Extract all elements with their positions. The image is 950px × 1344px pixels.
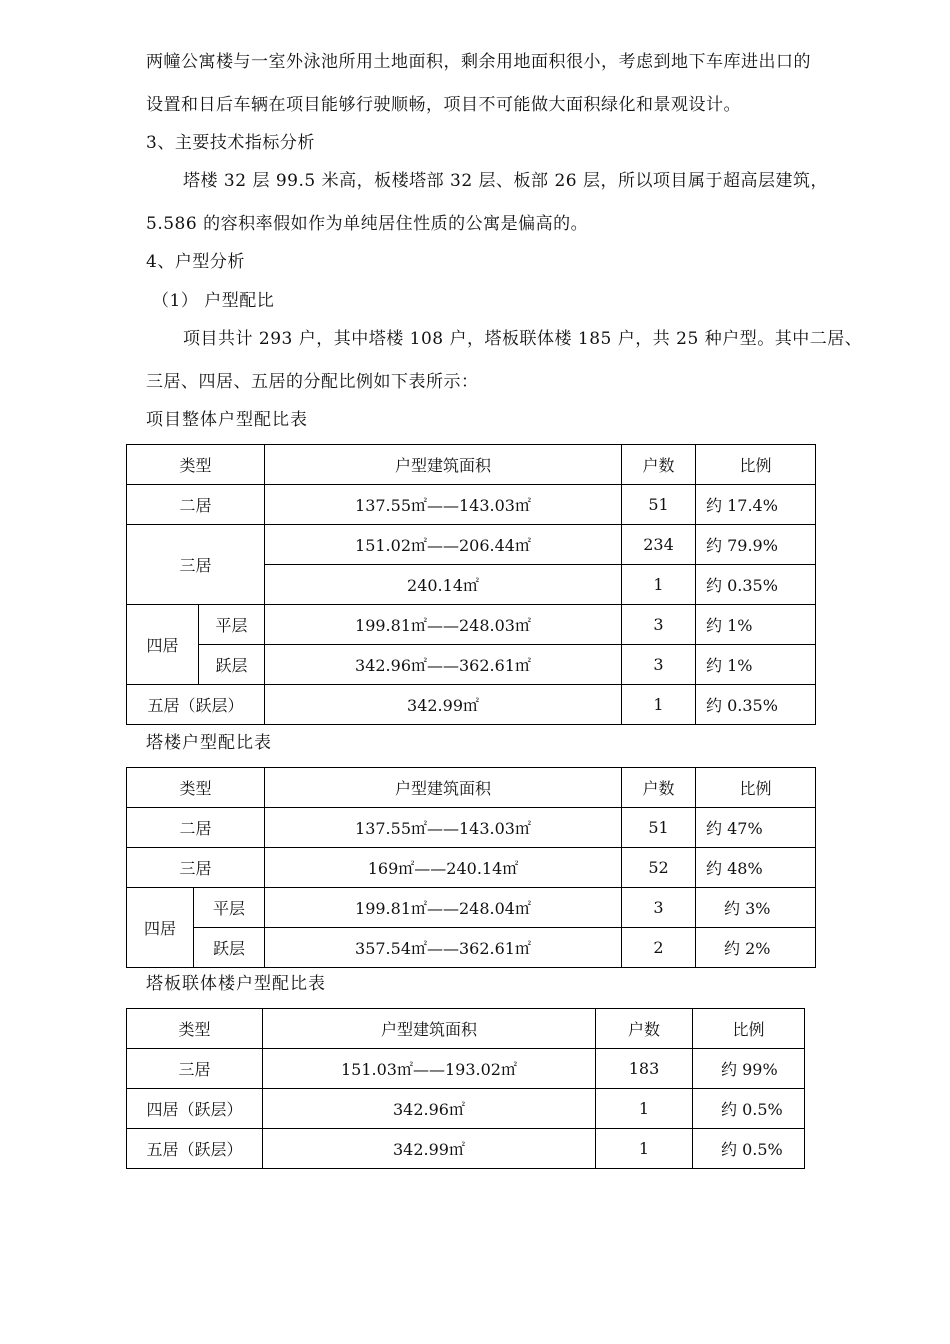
- cell-count: 3: [622, 645, 696, 685]
- header-area: 户型建筑面积: [263, 1009, 596, 1049]
- cell-type: 三居: [127, 525, 265, 605]
- section-heading: 3、主要技术指标分析: [146, 133, 315, 153]
- cell-type: 三居: [127, 848, 265, 888]
- cell-type: 三居: [127, 1049, 263, 1089]
- cell-area: 199.81㎡——248.03㎡: [265, 605, 622, 645]
- subsection-heading: （1） 户型配比: [152, 291, 275, 311]
- paragraph-line: 设置和日后车辆在项目能够行驶顺畅，项目不可能做大面积绿化和景观设计。: [146, 95, 741, 115]
- cell-area: 240.14㎡: [265, 565, 622, 605]
- tower-unit-mix-table: [126, 767, 816, 968]
- header-ratio: 比例: [696, 768, 816, 808]
- table-row: [127, 848, 816, 888]
- cell-area: 137.55㎡——143.03㎡: [265, 485, 622, 525]
- table-row: [127, 1049, 805, 1089]
- paragraph-line: 5.586 的容积率假如作为单纯居住性质的公寓是偏高的。: [146, 214, 589, 234]
- cell-ratio: 约 99%: [693, 1049, 805, 1089]
- cell-area: 199.81㎡——248.04㎡: [265, 888, 622, 928]
- cell-count: 2: [622, 928, 696, 968]
- header-count: 户数: [622, 445, 696, 485]
- table-row: [127, 605, 816, 645]
- cell-ratio: 约 48%: [696, 848, 816, 888]
- overall-unit-mix-table: [126, 444, 816, 725]
- cell-area: 342.99㎡: [265, 685, 622, 725]
- table-row: [127, 525, 816, 565]
- cell-area: 342.96㎡——362.61㎡: [265, 645, 622, 685]
- section-heading: 4、户型分析: [146, 252, 245, 272]
- cell-area: 342.99㎡: [263, 1129, 596, 1169]
- paragraph-line: 塔楼 32 层 99.5 米高，板楼塔部 32 层、板部 26 层，所以项目属于超高层建筑，: [183, 171, 828, 191]
- paragraph-line: 项目共计 293 户，其中塔楼 108 户，塔板联体楼 185 户，共 25 种户型。其中二居、: [183, 329, 863, 349]
- table-row: [127, 1129, 805, 1169]
- header-ratio: 比例: [693, 1009, 805, 1049]
- table-caption: 项目整体户型配比表: [146, 410, 308, 430]
- cell-area: 357.54㎡——362.61㎡: [265, 928, 622, 968]
- cell-area: 169㎡——240.14㎡: [265, 848, 622, 888]
- cell-ratio: 约 2%: [696, 928, 816, 968]
- cell-count: 1: [622, 565, 696, 605]
- table-caption: 塔楼户型配比表: [146, 733, 272, 753]
- cell-area: 137.55㎡——143.03㎡: [265, 808, 622, 848]
- table-row: [127, 645, 816, 685]
- cell-ratio: 约 1%: [696, 645, 816, 685]
- cell-count: 51: [622, 808, 696, 848]
- tower-slab-unit-mix-table: [126, 1008, 805, 1169]
- header-count: 户数: [596, 1009, 693, 1049]
- cell-count: 183: [596, 1049, 693, 1089]
- table-header-row: [127, 768, 816, 808]
- cell-type: 四居: [127, 605, 199, 685]
- cell-ratio: 约 0.35%: [696, 565, 816, 605]
- cell-type: 二居: [127, 485, 265, 525]
- table-caption: 塔板联体楼户型配比表: [146, 974, 326, 994]
- cell-count: 234: [622, 525, 696, 565]
- header-ratio: 比例: [696, 445, 816, 485]
- header-type: 类型: [127, 768, 265, 808]
- header-area: 户型建筑面积: [265, 768, 622, 808]
- cell-subtype: 跃层: [199, 645, 265, 685]
- cell-type: 五居（跃层）: [127, 1129, 263, 1169]
- table-row: [127, 685, 816, 725]
- cell-count: 1: [596, 1089, 693, 1129]
- paragraph-line: 三居、四居、五居的分配比例如下表所示：: [146, 372, 479, 392]
- cell-count: 51: [622, 485, 696, 525]
- table-row: [127, 888, 816, 928]
- table-row: [127, 1089, 805, 1129]
- cell-subtype: 跃层: [194, 928, 265, 968]
- cell-type: 四居（跃层）: [127, 1089, 263, 1129]
- paragraph-line: 两幢公寓楼与一室外泳池所用土地面积，剩余用地面积很小，考虑到地下车库进出口的: [146, 52, 811, 72]
- cell-type: 五居（跃层）: [127, 685, 265, 725]
- cell-type: 二居: [127, 808, 265, 848]
- cell-ratio: 约 47%: [696, 808, 816, 848]
- cell-count: 3: [622, 605, 696, 645]
- cell-ratio: 约 0.5%: [693, 1129, 805, 1169]
- table-header-row: [127, 1009, 805, 1049]
- header-type: 类型: [127, 1009, 263, 1049]
- header-type: 类型: [127, 445, 265, 485]
- table-header-row: [127, 445, 816, 485]
- cell-count: 1: [596, 1129, 693, 1169]
- header-area: 户型建筑面积: [265, 445, 622, 485]
- cell-ratio: 约 0.35%: [696, 685, 816, 725]
- table-row: [127, 928, 816, 968]
- cell-ratio: 约 79.9%: [696, 525, 816, 565]
- cell-area: 151.03㎡——193.02㎡: [263, 1049, 596, 1089]
- cell-count: 3: [622, 888, 696, 928]
- cell-subtype: 平层: [194, 888, 265, 928]
- cell-subtype: 平层: [199, 605, 265, 645]
- cell-count: 52: [622, 848, 696, 888]
- cell-area: 151.02㎡——206.44㎡: [265, 525, 622, 565]
- cell-area: 342.96㎡: [263, 1089, 596, 1129]
- table-row: [127, 485, 816, 525]
- cell-ratio: 约 1%: [696, 605, 816, 645]
- cell-ratio: 约 17.4%: [696, 485, 816, 525]
- header-count: 户数: [622, 768, 696, 808]
- cell-ratio: 约 0.5%: [693, 1089, 805, 1129]
- cell-ratio: 约 3%: [696, 888, 816, 928]
- cell-count: 1: [622, 685, 696, 725]
- table-row: [127, 808, 816, 848]
- cell-type: 四居: [127, 888, 194, 968]
